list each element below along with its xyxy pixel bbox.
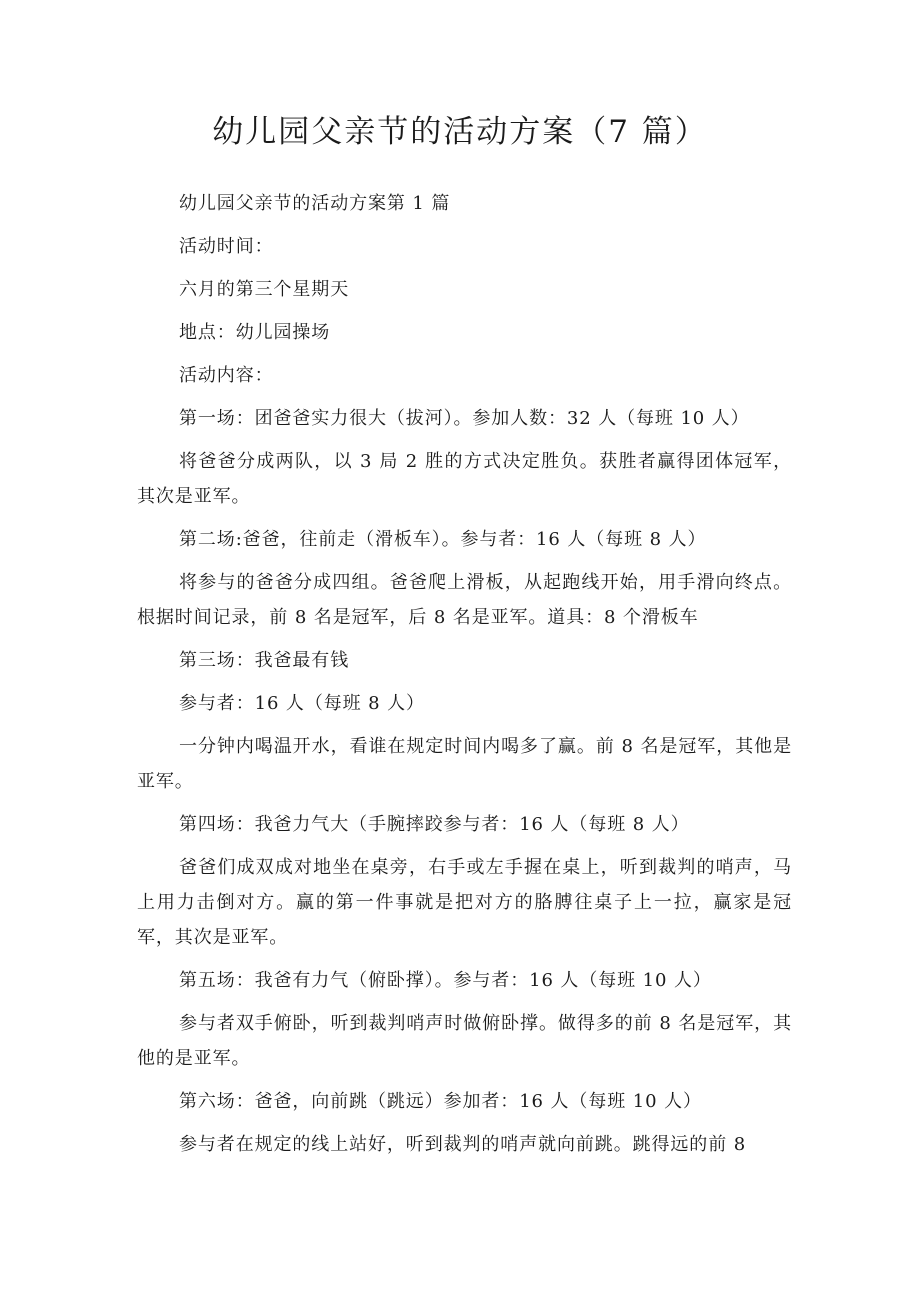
paragraph-time-value: 六月的第三个星期天 (179, 279, 350, 300)
paragraph-event-3-participants: 参与者：16 人（每班 8 人） (179, 693, 425, 714)
paragraph-event-3: 第三场：我爸最有钱 (179, 650, 350, 671)
paragraph-time-label: 活动时间： (179, 236, 274, 257)
document-body (137, 186, 792, 1170)
document-title: 幼儿园父亲节的活动方案（7 篇） (212, 114, 708, 150)
paragraph-event-4: 第四场：我爸力气大（手腕摔跤参与者：16 人（每班 8 人） (179, 814, 690, 835)
paragraph-event-1: 第一场：团爸爸实力很大（拔河）。参加人数：32 人（每班 10 人） (179, 408, 750, 429)
paragraph-event-6: 第六场：爸爸，向前跳（跳远）参加者：16 人（每班 10 人） (179, 1091, 702, 1112)
paragraph-event-5-desc: 参与者双手俯卧，听到裁判哨声时做俯卧撑。做得多的前 8 名是冠军，其他的是亚军。 (137, 1013, 792, 1069)
paragraph-event-6-desc: 参与者在规定的线上站好，听到裁判的哨声就向前跳。跳得远的前 8 (179, 1134, 747, 1155)
paragraph-event-5: 第五场：我爸有力气（俯卧撑）。参与者：16 人（每班 10 人） (179, 970, 712, 991)
paragraph-event-2: 第二场:爸爸，往前走（滑板车）。参与者：16 人（每班 8 人） (179, 529, 707, 550)
paragraph-event-3-desc: 一分钟内喝温开水，看谁在规定时间内喝多了赢。前 8 名是冠军，其他是亚军。 (137, 736, 792, 792)
paragraph-content-label: 活动内容： (179, 365, 274, 386)
paragraph-section-heading: 幼儿园父亲节的活动方案第 1 篇 (179, 193, 451, 214)
paragraph-event-4-desc: 爸爸们成双成对地坐在桌旁，右手或左手握在桌上，听到裁判的哨声，马上用力击倒对方。赢的第一件事就是把对方的胳膊往桌子上一拉，赢家是冠军，其次是亚军。 (137, 857, 792, 948)
paragraph-event-1-desc: 将爸爸分成两队，以 3 局 2 胜的方式决定胜负。获胜者赢得团体冠军，其次是亚军。 (137, 451, 792, 507)
paragraph-location: 地点：幼儿园操场 (179, 322, 331, 343)
paragraph-event-2-desc: 将参与的爸爸分成四组。爸爸爬上滑板，从起跑线开始，用手滑向终点。根据时间记录，前 8 名是冠军，后 8 名是亚军。道具：8 个滑板车 (137, 572, 792, 628)
